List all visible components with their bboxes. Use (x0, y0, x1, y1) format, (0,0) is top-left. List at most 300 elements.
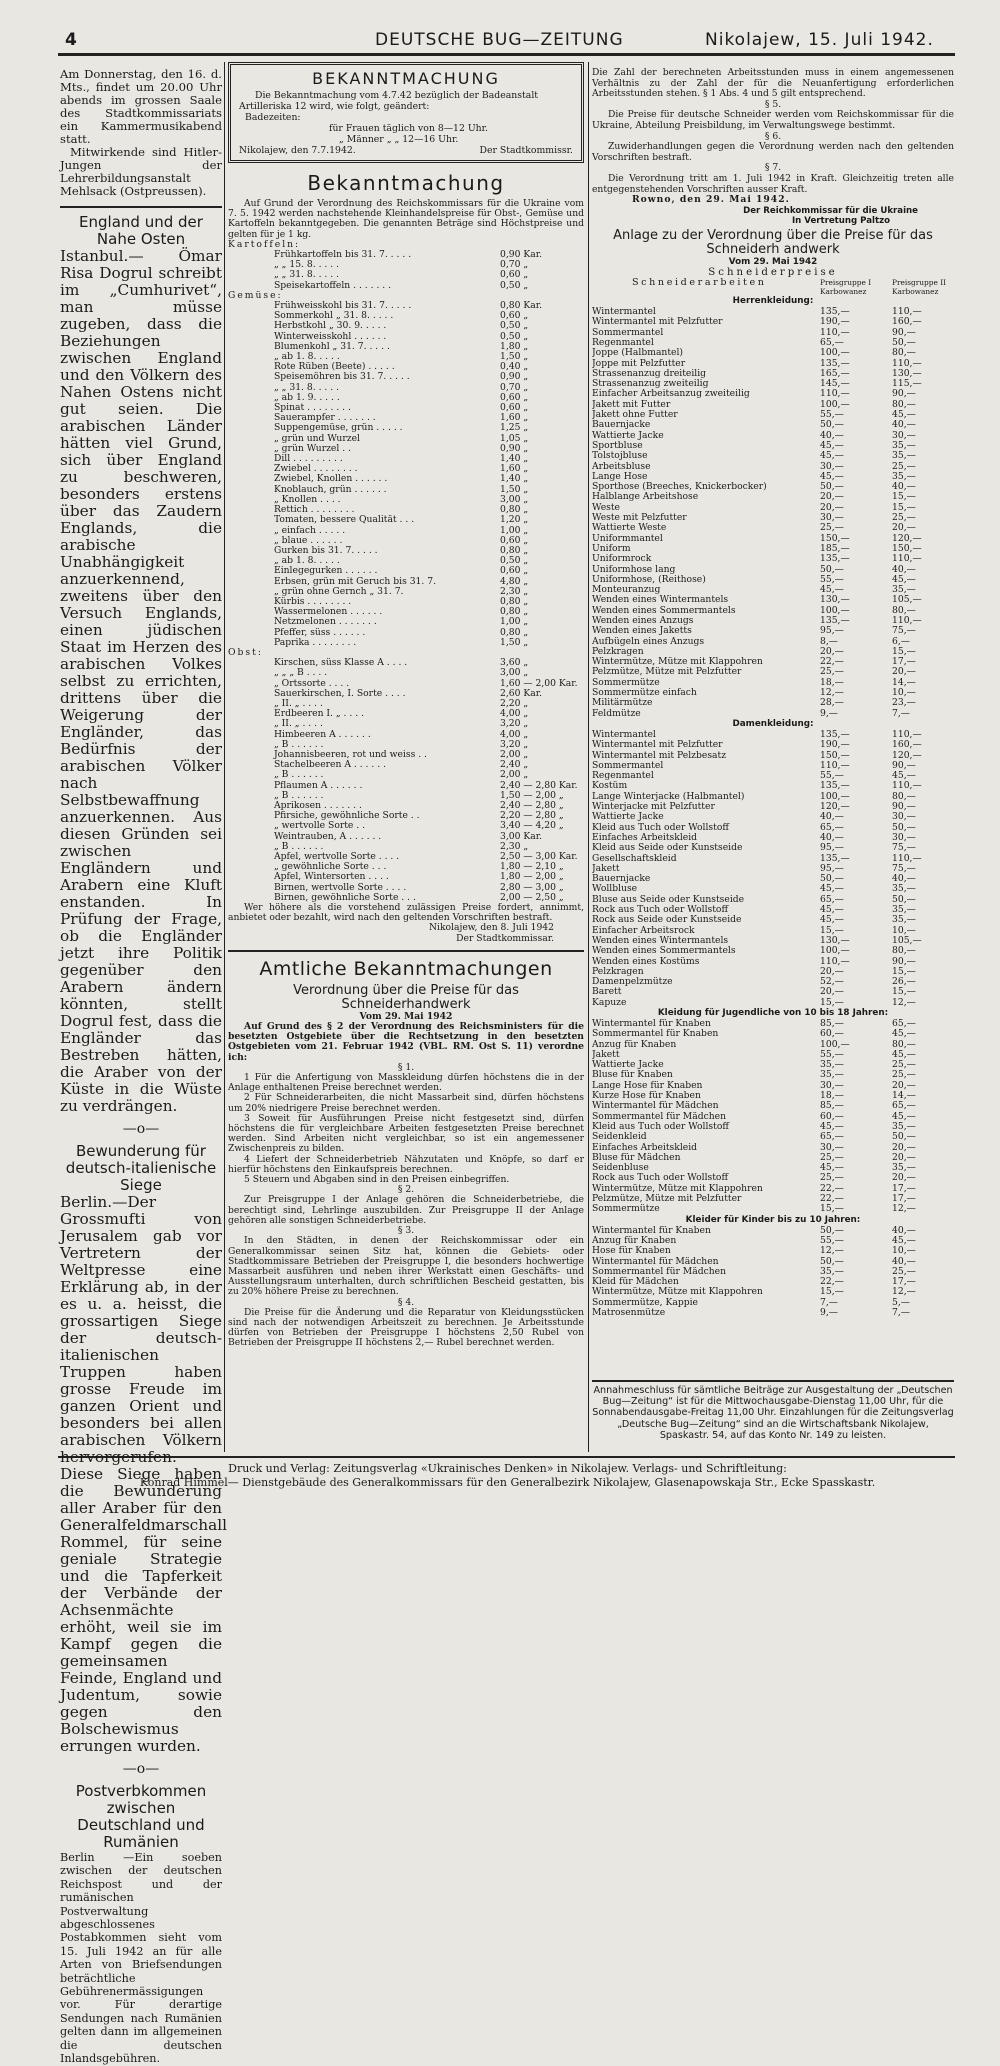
price-row (228, 270, 584, 280)
price-group-2: 45,— (892, 1234, 916, 1246)
official-title: Amtliche Bekanntmachungen (259, 957, 553, 980)
price-group-2: 45,— (892, 573, 916, 585)
garment-name: Kleid für Mädchen (592, 1277, 679, 1288)
price-group-2: 10,— (892, 687, 916, 699)
price-group-label: Kartoffeln: (228, 238, 301, 250)
price-group-1: 40,— (820, 811, 844, 823)
table-row (592, 1132, 954, 1142)
garment-name: Wintermantel mit Pelzfutter (592, 317, 723, 328)
price-item: Suppengemüse, grün . . . . . (274, 423, 403, 434)
garment-name: Wintermütze, Mütze mit Klappohren (592, 657, 763, 668)
garment-name: Wintermantel für Mädchen (592, 1256, 719, 1267)
price-group-1: 30,— (820, 512, 844, 524)
garment-name: Wenden eines Wintermantels (592, 595, 729, 606)
garment-name: Kapuze (592, 997, 627, 1008)
garment-name: Seidenbluse (592, 1163, 649, 1174)
imprint-line-2: Konrad Himmel— Dienstgebäude des Generalkommissars für den Generalbezirk Nikolajew, Glasenapowskaja Str., Ecke Spasskastr. (139, 1476, 876, 1489)
price-value: 0,90 „ (500, 371, 529, 383)
price-value: 2,00 „ (500, 769, 529, 781)
garment-name: Uniformmantel (592, 533, 663, 544)
price-row (228, 658, 584, 668)
garment-name: Rock aus Tuch oder Wollstoff (592, 1173, 728, 1184)
price-group-1: 20,— (820, 986, 844, 998)
garment-name: Gesellschaftskleid (592, 853, 677, 864)
official-subtitle: Verordnung über die Preise für das Schneiderhandwerk (293, 982, 519, 1012)
garment-name: Kleid aus Tuch oder Wollstoff (592, 822, 729, 833)
price-value: 1,40 „ (500, 453, 529, 465)
price-value: 1,50 „ (500, 351, 529, 363)
price-group-1: 18,— (820, 676, 844, 688)
price-group-2: 115,— (892, 378, 922, 390)
table-row (592, 1308, 954, 1318)
price-row (228, 495, 584, 505)
table-row (592, 946, 954, 956)
price-value: 1,60 „ (500, 463, 529, 475)
price-group-1: 185,— (820, 542, 850, 554)
price-group-2: 45,— (892, 1110, 916, 1122)
article-siege-text: Berlin.—Der Grossmufti von Jerusalem gab vor Vertretern der Weltpresse eine Erklärung ab, in der es u. a. heisst, die grossartigen Siege der deutsch-italienischen Truppen haben grosse Freude im ganzen Orient und besonders bei allen arabischen Völkern hervorgerufen. Diese Siege haben die Bewunderung aller Araber für den Generalfeldmarschall Rommel, für seine geniale Strategie und die Tapferkeit der Verbände der Achsenmächte erhöht, weil sie im Kampf gegen die gemeinsamen Feinde, England und Judentum, sowie gegen den Bolschewismus errungen wurden. (60, 1193, 228, 1755)
garment-name: Wenden eines Kostüms (592, 956, 700, 967)
imprint (60, 1462, 955, 1490)
th-work: Schneiderarbeiten (632, 278, 767, 289)
price-group-1: 50,— (820, 1224, 844, 1236)
price-group-1: 135,— (820, 306, 850, 318)
price-item: Sauerampfer . . . . . . . (274, 413, 376, 424)
official-date: Vom 29. Mai 1942 (359, 1010, 453, 1022)
price-value: 2,20 — 2,80 „ (500, 810, 564, 822)
price-item: Paprika . . . . . . . . (274, 637, 357, 648)
garment-name: Sportbluse (592, 440, 643, 451)
price-group-1: 65,— (820, 336, 844, 348)
price-value: 2,00 „ (500, 748, 529, 760)
price-item: Stachelbeeren A . . . . . . (274, 760, 387, 771)
price-group-2: 80,— (892, 945, 916, 957)
issue-date: Nikolajew, 15. Juli 1942. (705, 30, 934, 50)
price-group-1: 100,— (820, 398, 850, 410)
price-row (228, 444, 584, 454)
price-group-1: 25,— (820, 522, 844, 534)
official-intro: Auf Grund des § 2 der Verordnung des Reichsministers für die besetzten Ostgebiete über die Rechtsetzung in den besetzten Ostgebieten vom 21. Februar 1942 (VBL. RM. Ost S. 11) verordne ich: (228, 1021, 584, 1063)
price-group-1: 20,— (820, 965, 844, 977)
column-right (592, 68, 954, 1318)
price-group-1: 15,— (820, 924, 844, 936)
price-value: 0,80 „ (500, 504, 529, 516)
article-separator-2: —o— (122, 1761, 160, 1777)
price-value: 1,80 „ (500, 340, 529, 352)
section-5-p: Die Preise für deutsche Schneider werden vom Reichskommissar für die Ukraine, Abteilung Preisbildung, im Verwaltungswege bestimmt. (592, 109, 954, 131)
garment-name: Jakett ohne Futter (592, 410, 678, 421)
price-value: 1,20 „ (500, 514, 529, 526)
price-group-2: 130,— (892, 367, 922, 379)
article-england-title: England und der Nahe Osten (79, 213, 203, 248)
price-group-2: 35,— (892, 584, 916, 596)
price-value: 3,00 „ (500, 667, 529, 679)
tailor-price-table (592, 296, 954, 1318)
price-row (228, 250, 584, 260)
column-middle (228, 62, 584, 1349)
price-group-1: 55,— (820, 573, 844, 585)
garment-name: Lange Hose für Knaben (592, 1080, 703, 1091)
section-6: § 6. (764, 130, 782, 142)
price-group-2: 110,— (892, 615, 922, 626)
annex-date: Vom 29. Mai 1942 (728, 256, 818, 267)
price-group-2: 90,— (892, 326, 916, 338)
garment-name: Barett (592, 987, 622, 998)
price-row (228, 730, 584, 740)
price-group-1: 22,— (820, 1276, 844, 1288)
price-group-1: 30,— (820, 1141, 844, 1153)
price-group-label: Obst: (228, 646, 263, 658)
garment-name: Uniformrock (592, 554, 652, 565)
price-row (228, 393, 584, 403)
price-group-1: 52,— (820, 976, 844, 988)
garment-name: Sommermütze einfach (592, 688, 697, 699)
price-group-2: 15,— (892, 491, 916, 503)
section-1-p3: 3 Soweit für Ausführungen Preise nicht festgesetzt sind, dürfen höchstens die für vergleichbare Arbeiten festgesetzten Preise berechnet werden. Sind Arbeiten nicht vergleichbar, so ist ein angemessener Zwischenpreis zu bilden. (228, 1112, 584, 1155)
price-value: 0,90 Kar. (500, 249, 543, 261)
price-group-2: 80,— (892, 1038, 916, 1050)
price-group-1: 45,— (820, 584, 844, 596)
garment-name: Sommermantel für Knaben (592, 1029, 719, 1040)
price-group-1: 15,— (820, 996, 844, 1008)
price-row (228, 536, 584, 546)
garment-name: Wintermantel für Knaben (592, 1225, 711, 1236)
price-row (228, 403, 584, 413)
price-value: 1,60 — 2,00 Kar. (500, 677, 578, 689)
price-item: Zwiebel, Knollen . . . . . . (274, 474, 388, 485)
price-group-2: 40,— (892, 419, 916, 431)
table-header (592, 278, 954, 296)
garment-name: Kostüm (592, 781, 628, 792)
price-group-2: 110,— (892, 728, 922, 740)
price-group-1: 65,— (820, 1131, 844, 1143)
price-value: 2,20 „ (500, 697, 529, 709)
price-value: 0,60 „ (500, 269, 529, 281)
garment-name: Sommermütze, Kappie (592, 1297, 698, 1308)
price-group-1: 55,— (820, 1048, 844, 1060)
imprint-line-1: Druck und Verlag: Zeitungsverlag «Ukrainisches Denken» in Nikolajew. Verlags- und Schriftleitung: (228, 1462, 787, 1475)
section-2: § 2. (397, 1184, 415, 1196)
price-value: 0,60 „ (500, 310, 529, 322)
price-group-2: 17,— (892, 1182, 916, 1194)
price-group-2: 35,— (892, 883, 916, 895)
price-group-2: 45,— (892, 409, 916, 421)
price-group-2: 6,— (892, 635, 910, 647)
price-group-2: 80,— (892, 347, 916, 359)
price-group-2: 17,— (892, 656, 916, 668)
price-group-2: 30,— (892, 811, 916, 823)
price-row (228, 260, 584, 270)
price-group-1: 130,— (820, 934, 850, 946)
price-group-1: 60,— (820, 1110, 844, 1122)
bath-signature: Der Stadtkommissr. (479, 145, 573, 156)
price-group-1: 45,— (820, 914, 844, 926)
price-group-1: 15,— (820, 1286, 844, 1298)
price-item: Sommerkohl „ 31. 8. . . . . (274, 311, 394, 322)
price-group-1: 35,— (820, 1069, 844, 1081)
price-group-2: 110,— (892, 357, 922, 369)
garment-name: Anzug für Knaben (592, 1039, 677, 1050)
price-row (228, 740, 584, 750)
garment-name: Bluse aus Seide oder Kunstseide (592, 894, 745, 905)
garment-name: Damenpelzmütze (592, 977, 673, 988)
garment-name: Sommermantel (592, 327, 664, 338)
price-group-1: 65,— (820, 821, 844, 833)
price-group-2: 105,— (892, 594, 922, 606)
price-group-1: 45,— (820, 470, 844, 482)
price-item: Tomaten, bessere Qualität . . . (274, 515, 415, 526)
section-5: § 5. (764, 98, 782, 110)
garment-name: Strassenanzug dreiteilig (592, 368, 707, 379)
price-value: 1,50 — 2,00 „ (500, 789, 564, 801)
garment-name: Bauernjacke (592, 874, 651, 885)
garment-name: Lange Winterjacke (Halbmantel) (592, 791, 745, 802)
price-group-1: 55,— (820, 1234, 844, 1246)
garment-name: Matrosenmütze (592, 1308, 666, 1318)
price-group-label: Gemüse: (228, 289, 283, 301)
price-group-1: 9,— (820, 707, 838, 719)
price-item: Erbsen, grün mit Geruch bis 31. 7. (274, 576, 437, 587)
price-item: Zwiebel . . . . . . . . (274, 464, 358, 475)
price-item: Kirschen, süss Klasse A . . . . (274, 658, 408, 669)
garment-name: Pelzkragen (592, 646, 644, 657)
price-item: „ II. „ . . . . (274, 719, 323, 730)
bath-notice-title: BEKANNTMACHUNG (312, 69, 500, 88)
price-group-2: 90,— (892, 388, 916, 400)
price-group-2: 15,— (892, 645, 916, 657)
price-row (228, 311, 584, 321)
garment-name: Feldmütze (592, 708, 641, 719)
price-group-1: 110,— (820, 326, 850, 338)
section-1: § 1. (397, 1061, 415, 1073)
price-row (228, 750, 584, 760)
regulation-continued: Die Zahl der berechneten Arbeitsstunden muss in einem angemessenen Verhältnis zu der Zahl der für die Neuanfertigung erforderlichen Arbeitsstunden stehen. § 1 Abs. 4 und 5 gilt entsprechend. (592, 67, 954, 100)
price-row (228, 628, 584, 638)
price-value: 0,50 „ (500, 330, 529, 342)
garment-name: Joppe (Halbmantel) (592, 348, 683, 359)
price-group-2: 45,— (892, 1048, 916, 1060)
price-group-2: 35,— (892, 439, 916, 451)
garment-name: Wintermantel mit Pelzbesatz (592, 750, 727, 761)
section-1-p1: 1 Für die Anfertigung von Masskleidung dürfen höchstens die in der Anlage enthaltenen Preise berechnet werden. (228, 1072, 584, 1094)
price-group-2: 25,— (892, 512, 916, 524)
price-value: 1,50 „ (500, 636, 529, 648)
section-4: § 4. (397, 1296, 415, 1308)
price-row (228, 454, 584, 464)
price-group-1: 145,— (820, 378, 850, 390)
price-item: „ grün ohne Gernch „ 31. 7. (274, 586, 404, 597)
garment-name: Wintermantel mit Pelzfutter (592, 740, 723, 751)
price-group-2: 90,— (892, 801, 916, 813)
price-notice-place: Nikolajew, den 8. Juli 1942 (428, 922, 554, 934)
price-group-1: 60,— (820, 1028, 844, 1040)
garment-name: Sporthose (Breeches, Knickerbocker) (592, 482, 767, 493)
price-group-2: 50,— (892, 1131, 916, 1143)
garment-name: Jakett (592, 1049, 620, 1060)
price-group-1: 150,— (820, 749, 850, 761)
table-section-title: Damenkleidung: (732, 718, 814, 729)
price-group-2: 7,— (892, 707, 910, 719)
price-group-2: 35,— (892, 904, 916, 916)
garment-name: Weste (592, 502, 620, 513)
garment-name: Anzug für Knaben (592, 1235, 677, 1246)
garment-name: Pelzkragen (592, 966, 644, 977)
price-group-2: 65,— (892, 1017, 916, 1029)
garment-name: Wintermantel (592, 729, 656, 740)
price-group-1: 20,— (820, 645, 844, 657)
garment-name: Wattierte Jacke (592, 1060, 664, 1071)
price-row (228, 709, 584, 719)
price-item: Dill . . . . . . . . . (274, 454, 343, 465)
garment-name: Weste mit Pelzfutter (592, 513, 687, 524)
bath-notice-text: Die Bekanntmachung vom 4.7.42 bezüglich der Badeanstalt Artilleriska 12 wird, wie folgt, geändert: (239, 90, 539, 112)
price-item: Wassermelonen . . . . . . (274, 607, 383, 618)
price-group-1: 110,— (820, 388, 850, 400)
price-group-2: 12,— (892, 1286, 916, 1298)
garment-name: Arbeitsbluse (592, 461, 651, 472)
price-group-1: 95,— (820, 862, 844, 874)
garment-name: Rock aus Seide oder Kunstseide (592, 915, 742, 926)
price-item: „ ab 1. 8. . . . . (274, 556, 340, 567)
price-item: „ einfach . . . . . (274, 525, 346, 536)
price-row (228, 423, 584, 433)
price-group-2: 50,— (892, 821, 916, 833)
price-group-1: 50,— (820, 481, 844, 493)
table-section-title: Herrenkleidung: (732, 296, 814, 307)
price-item: Rettich . . . . . . . . (274, 505, 355, 516)
price-item: „ blaue . . . . . . (274, 535, 343, 546)
price-group-2: 12,— (892, 996, 916, 1008)
price-item: „ „ 31. 8. . . . . (274, 270, 340, 281)
price-value: 0,60 „ (500, 534, 529, 546)
price-value: 2,80 — 3,00 „ (500, 881, 564, 893)
article-separator: —o— (122, 1121, 160, 1137)
price-group-1: 135,— (820, 780, 850, 792)
price-group-2: 17,— (892, 1276, 916, 1288)
garment-name: Einfaches Arbeitskleid (592, 832, 698, 843)
price-value: 1,00 „ (500, 616, 529, 628)
price-group-2: 50,— (892, 336, 916, 348)
price-group-1: 110,— (820, 759, 850, 771)
price-item: Birnen, gewöhnliche Sorte . . . (274, 892, 416, 903)
price-notice-closing: Wer höhere als die vorstehend zulässigen Preise fordert, annimmt, anbietet oder bezahlt, wird nach den geltenden Vorschriften bestraft. (228, 902, 584, 924)
price-value: 0,80 Kar. (500, 300, 543, 312)
price-group-1: 85,— (820, 1100, 844, 1112)
price-row (228, 321, 584, 331)
section-7: § 7. (764, 162, 782, 174)
price-group-2: 20,— (892, 1172, 916, 1184)
price-row (228, 372, 584, 382)
price-group-1: 135,— (820, 553, 850, 565)
bath-hours-men: „ Männer „ „ 12—16 Uhr. (339, 134, 459, 145)
garment-name: Joppe mit Pelzfutter (592, 358, 686, 369)
garment-name: Sommermütze (592, 677, 660, 688)
price-value: 0,60 „ (500, 402, 529, 414)
price-group-1: 9,— (820, 1307, 838, 1318)
price-item: Rote Rüben (Beete) . . . . . (274, 362, 395, 373)
price-group-2: 25,— (892, 1069, 916, 1081)
price-group-1: 22,— (820, 1193, 844, 1205)
price-group-1: 135,— (820, 852, 850, 864)
price-row (228, 638, 584, 648)
price-value: 2,30 „ (500, 585, 529, 597)
price-value: 2,40 „ (500, 759, 529, 771)
price-item: „ „ „ B . . . . (274, 668, 328, 679)
price-item: „ grün Wurzel . . (274, 443, 351, 454)
price-group-2: 26,— (892, 976, 916, 988)
price-value: 3,00 „ (500, 493, 529, 505)
price-group-2: 15,— (892, 965, 916, 977)
price-item: Aprikosen . . . . . . . (274, 800, 362, 811)
concert-notice: Am Donnerstag, den 16. d. Mts., findet um 20.00 Uhr abends im grossen Saale des Stadtkommissariats ein Kammermusikabend statt. (60, 67, 222, 146)
price-group-2: 110,— (892, 852, 922, 864)
price-group-2: 40,— (892, 1224, 916, 1236)
price-value: 0,40 „ (500, 361, 529, 373)
article-siege-title: Bewunderung für deutsch-italienische Siege (65, 1142, 217, 1194)
price-item: „ Knollen . . . . (274, 494, 341, 505)
price-group-2: 25,— (892, 1059, 916, 1071)
price-item: Winterweisskohl . . . . . . (274, 331, 387, 342)
price-group-2: 25,— (892, 460, 916, 472)
price-item: „ grün und Wurzel (274, 433, 360, 444)
price-item: Birnen, wertvolle Sorte . . . . (274, 882, 407, 893)
price-group-1: 120,— (820, 801, 850, 813)
price-group-1: 22,— (820, 656, 844, 668)
price-row (228, 301, 584, 311)
price-row (228, 607, 584, 617)
garment-name: Bauernjacke (592, 420, 651, 431)
price-group-1: 190,— (820, 316, 850, 328)
price-group-2: 80,— (892, 790, 916, 802)
price-value: 1,80 — 2,00 „ (500, 871, 564, 883)
price-value: 1,50 „ (500, 483, 529, 495)
column-rule-1 (224, 62, 225, 1452)
price-item: Himbeeren A . . . . . . (274, 729, 371, 740)
header-rule (58, 53, 955, 56)
price-group-1: 45,— (820, 1120, 844, 1132)
price-row (228, 464, 584, 474)
price-group-2: 20,— (892, 1079, 916, 1091)
garment-name: Sommermütze (592, 1204, 660, 1215)
garment-name: Regenmantel (592, 337, 654, 348)
price-group-2: 7,— (892, 1307, 910, 1318)
price-item: Spinat . . . . . . . . (274, 403, 351, 414)
divider-rule-2 (228, 950, 584, 952)
garment-name: Regenmantel (592, 771, 654, 782)
deadline-box (592, 1380, 954, 1441)
price-group-2: 14,— (892, 676, 916, 688)
price-group-1: 85,— (820, 1017, 844, 1029)
garment-name: Lange Hose (592, 471, 648, 482)
garment-name: Halblange Arbeitshose (592, 492, 699, 503)
table-row (592, 1204, 954, 1214)
price-group-2: 120,— (892, 532, 922, 544)
price-row (228, 383, 584, 393)
price-value: 0,50 „ (500, 279, 529, 291)
price-item: Johannisbeeren, rot und weiss . . (274, 749, 427, 760)
price-value: 3,00 Kar. (500, 830, 543, 842)
price-group-2: 80,— (892, 398, 916, 410)
price-group-2: 65,— (892, 1100, 916, 1112)
price-group-2: 75,— (892, 842, 916, 854)
price-group-2: 15,— (892, 986, 916, 998)
table-row (592, 451, 954, 461)
price-group-2: 45,— (892, 770, 916, 782)
price-item: Netzmelonen . . . . . . . (274, 617, 377, 628)
th-group-2: Preisgruppe II Karbowanez (892, 278, 947, 297)
garment-name: Wintermantel (592, 307, 656, 318)
price-item: Kürbis . . . . . . . . (274, 596, 352, 607)
